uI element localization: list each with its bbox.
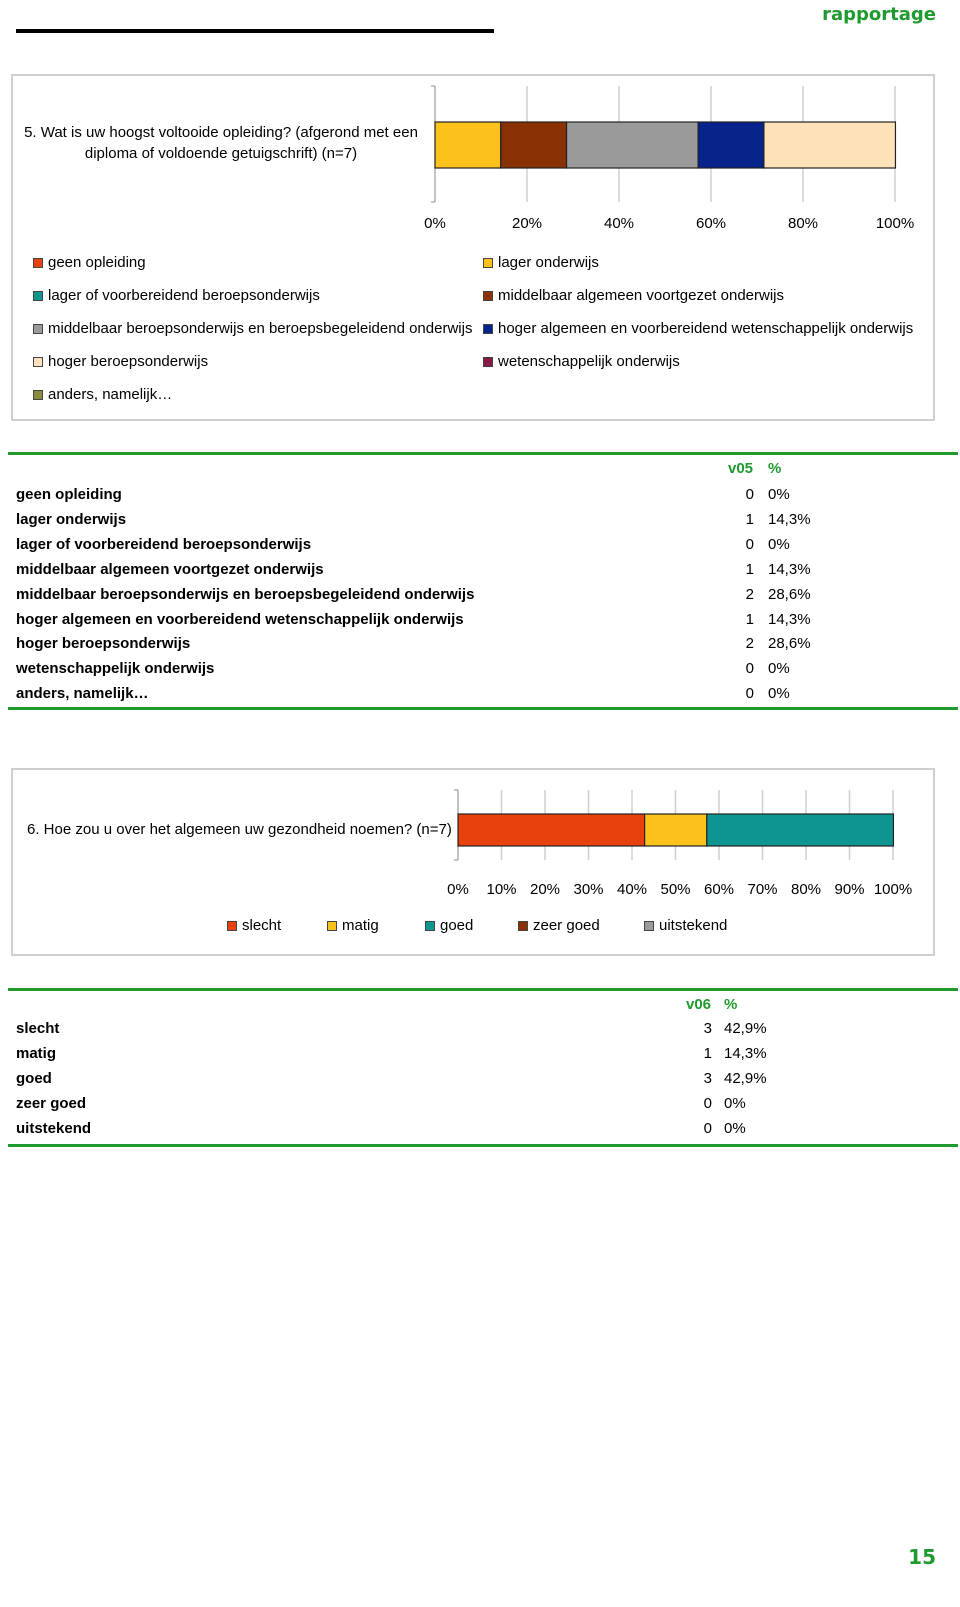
legend-label: goed (440, 917, 474, 934)
legend-swatch (644, 921, 654, 931)
table-row (16, 1020, 946, 1045)
legend-label: slecht (242, 917, 282, 934)
row-label: zeer goed (16, 1094, 87, 1112)
table-row (16, 660, 946, 685)
x-tick-label: 0% (424, 215, 446, 232)
table-row (16, 586, 946, 611)
legend-item (33, 254, 146, 271)
legend-label: middelbaar algemeen voortgezet onderwijs (498, 287, 784, 304)
table-row (16, 1095, 946, 1120)
x-tick-label: 30% (573, 881, 604, 898)
row-count: 3 (703, 1020, 712, 1037)
bar-segment (567, 122, 699, 168)
legend-item (33, 287, 320, 304)
x-tick-label: 40% (603, 215, 635, 232)
row-percent: 0% (768, 685, 790, 703)
table-row (16, 1070, 946, 1095)
bar-segment (764, 122, 896, 168)
row-percent: 42,9% (724, 1020, 767, 1037)
legend-item (483, 287, 784, 304)
row-label: middelbaar algemeen voortgezet onderwijs (16, 560, 324, 578)
legend-swatch (227, 921, 237, 931)
legend-item (644, 917, 727, 934)
legend-label: uitstekend (659, 917, 728, 934)
table-row (16, 1120, 946, 1145)
bar-segment (645, 814, 707, 846)
x-tick-label: 100% (873, 881, 913, 898)
table-row (16, 635, 946, 660)
legend-label: zeer goed (533, 917, 600, 934)
row-label: lager of voorbereidend beroepsonderwijs (16, 535, 312, 553)
table-row (16, 486, 946, 511)
bar-segment (458, 814, 645, 846)
legend-item (33, 320, 472, 337)
legend-item (483, 353, 680, 370)
row-percent: 0% (724, 1119, 746, 1137)
x-tick-label: 60% (695, 215, 727, 232)
row-label: wetenschappelijk onderwijs (16, 660, 215, 678)
x-tick-label: 0% (447, 881, 469, 898)
legend-item (33, 353, 208, 370)
table-row (16, 1045, 946, 1070)
row-percent: 28,6% (768, 635, 811, 653)
legend-swatch (33, 390, 43, 400)
q6-question: 6. Hoe zou u over het algemeen uw gezondheid noemen? (n=7) (27, 821, 452, 838)
row-count: 1 (745, 560, 754, 578)
legend-swatch (483, 291, 493, 301)
bar-segment (501, 122, 567, 168)
row-count: 0 (745, 685, 754, 703)
row-label: uitstekend (16, 1119, 92, 1137)
row-percent: 14,3% (768, 510, 811, 528)
legend-label: hoger beroepsonderwijs (48, 353, 209, 370)
legend-label: lager of voorbereidend beroepsonderwijs (48, 287, 320, 304)
legend-swatch (425, 921, 435, 931)
legend-swatch (483, 324, 493, 334)
legend-item (327, 917, 379, 934)
row-count: 0 (703, 1094, 712, 1112)
row-percent: 0% (768, 660, 790, 678)
row-percent: 14,3% (768, 560, 811, 578)
table-row (16, 511, 946, 536)
x-tick-label: 80% (790, 881, 822, 898)
legend-swatch (518, 921, 528, 931)
q5-table-top-rule (8, 452, 958, 455)
legend-label: wetenschappelijk onderwijs (498, 353, 680, 370)
table-row (16, 536, 946, 561)
table-row (16, 685, 946, 710)
legend-label: anders, namelijk… (48, 386, 173, 403)
table-row (16, 561, 946, 586)
q5-question: 5. Wat is uw hoogst voltooide opleiding? (afgerond met een diploma of voldoende getuigschrift) (n=7) (24, 124, 418, 162)
legend-swatch (33, 291, 43, 301)
row-percent: 42,9% (724, 1069, 767, 1087)
q5-table (8, 452, 958, 714)
row-label: lager onderwijs (16, 510, 127, 528)
legend-swatch (33, 357, 43, 367)
q5-chart (13, 76, 933, 246)
legend-label: hoger algemeen en voorbereidend wetenschappelijk onderwijs (498, 320, 914, 337)
legend-item (227, 917, 281, 934)
legend-label: matig (342, 917, 379, 934)
bar-segment (698, 122, 764, 168)
row-count: 2 (745, 585, 754, 603)
header-rule (16, 29, 494, 33)
bar-segment (707, 814, 894, 846)
legend-item (483, 254, 599, 271)
row-label: slecht (16, 1020, 60, 1037)
q5-chart-box (11, 74, 935, 421)
row-label: hoger beroepsonderwijs (16, 635, 191, 653)
row-count: 0 (745, 486, 754, 503)
q6-chart-box (11, 768, 935, 956)
row-percent: 0% (768, 535, 790, 553)
legend-swatch (327, 921, 337, 931)
row-label: geen opleiding (16, 486, 122, 503)
legend-item (518, 917, 600, 934)
legend-item (425, 917, 473, 934)
legend-label: middelbaar beroepsonderwijs en beroepsbegeleidend onderwijs (48, 320, 473, 337)
x-tick-label: 100% (875, 215, 915, 232)
x-tick-label: 10% (486, 881, 517, 898)
q6-col-count: v06 (686, 996, 712, 1013)
x-tick-label: 90% (834, 881, 865, 898)
legend-item (483, 320, 913, 337)
q5-col-pct: % (768, 460, 782, 477)
q6-col-pct: % (724, 996, 738, 1013)
row-percent: 0% (768, 486, 790, 503)
row-count: 0 (745, 660, 754, 678)
row-percent: 14,3% (724, 1044, 767, 1062)
row-percent: 14,3% (768, 610, 811, 628)
x-tick-label: 20% (511, 215, 543, 232)
row-count: 1 (703, 1044, 712, 1062)
row-percent: 28,6% (768, 585, 811, 603)
legend-swatch (33, 258, 43, 268)
x-tick-label: 60% (703, 881, 735, 898)
q6-table-top-rule (8, 988, 958, 991)
page-number: 15 (908, 1545, 936, 1569)
bar-segment (435, 122, 501, 168)
legend-swatch (483, 258, 493, 268)
legend-swatch (33, 324, 43, 334)
q6-table (8, 988, 958, 1150)
row-label: anders, namelijk… (16, 685, 149, 703)
q5-col-count: v05 (728, 460, 754, 477)
q6-chart (13, 770, 933, 905)
row-count: 0 (745, 535, 754, 553)
row-count: 2 (745, 635, 754, 653)
row-count: 3 (703, 1069, 712, 1087)
x-tick-label: 40% (616, 881, 648, 898)
x-tick-label: 70% (747, 881, 778, 898)
legend-label: geen opleiding (48, 254, 146, 271)
legend-item (33, 386, 172, 403)
row-label: goed (16, 1069, 52, 1087)
x-tick-label: 50% (660, 881, 691, 898)
x-tick-label: 20% (529, 881, 561, 898)
row-count: 0 (703, 1119, 712, 1137)
x-tick-label: 80% (787, 215, 819, 232)
row-count: 1 (745, 510, 754, 528)
row-label: hoger algemeen en voorbereidend wetenschappelijk onderwijs (16, 610, 464, 628)
table-row (16, 611, 946, 636)
legend-label: lager onderwijs (498, 254, 599, 271)
row-label: middelbaar beroepsonderwijs en beroepsbegeleidend onderwijs (16, 585, 475, 603)
row-count: 1 (745, 610, 754, 628)
row-label: matig (16, 1044, 57, 1062)
legend-swatch (483, 357, 493, 367)
header-title: rapportage (822, 4, 936, 25)
row-percent: 0% (724, 1094, 746, 1112)
